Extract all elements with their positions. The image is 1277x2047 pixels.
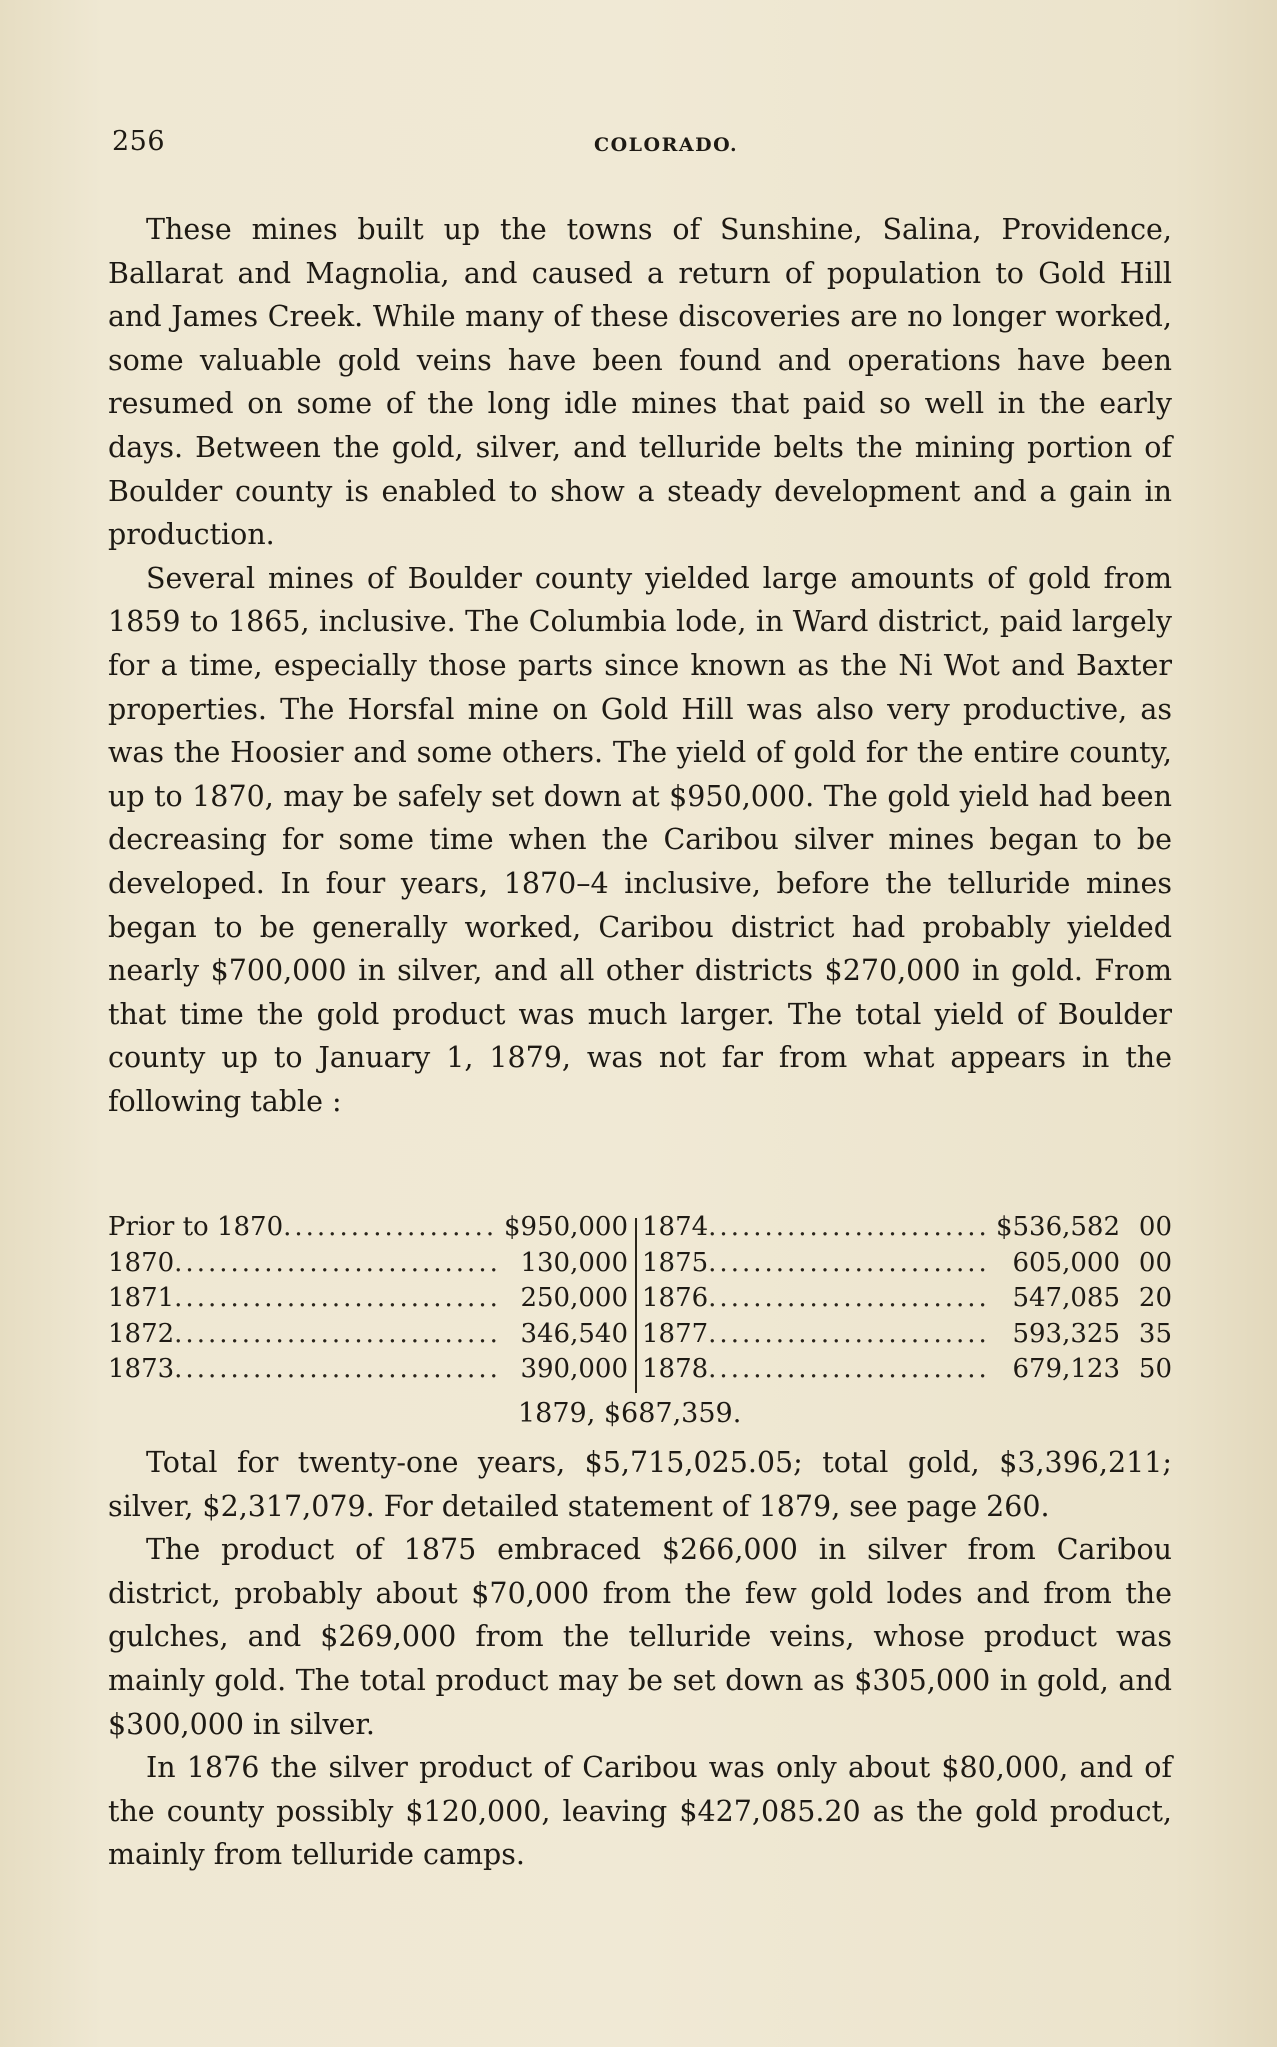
text-block-before-table xyxy=(108,208,1172,1123)
year-label: 1871 xyxy=(108,1283,175,1313)
paragraph-product-1875: The product of 1875 embraced $266,000 in silver from Caribou district, probably about $70,000 from the few gold lodes and from the gulches, and $269,000 from the telluride veins, whose product was mainly gold. The total product may be set down as $305,000 in gold, and $300,000 in silver. xyxy=(108,1533,1172,1741)
amount-value: $536,582 xyxy=(995,1212,1120,1242)
dot-leader xyxy=(708,1210,990,1246)
yield-table-right-column xyxy=(642,1210,1172,1388)
running-head: COLORADO. xyxy=(594,134,739,156)
amount-value: 390,000 xyxy=(520,1354,628,1384)
year-label: Prior to 1870 xyxy=(108,1212,284,1242)
amount-value: 250,000 xyxy=(520,1283,628,1313)
table-row xyxy=(108,1352,630,1388)
cents-value: 35 xyxy=(1138,1318,1172,1349)
cents-value: 00 xyxy=(1138,1247,1172,1278)
table-row xyxy=(108,1210,630,1246)
dot-leader xyxy=(708,1352,990,1388)
cents-value: 00 xyxy=(1138,1212,1172,1242)
year-label: 1873 xyxy=(108,1354,175,1384)
dot-leader xyxy=(283,1210,498,1246)
year-label: 1877 xyxy=(642,1318,709,1349)
amount-value: 130,000 xyxy=(520,1247,628,1278)
table-row xyxy=(108,1281,630,1317)
amount-value: 679,123 xyxy=(1012,1354,1120,1384)
year-label: 1870 xyxy=(108,1247,175,1278)
year-label: 1876 xyxy=(642,1283,709,1313)
table-row xyxy=(642,1210,1172,1246)
year-label: 1872 xyxy=(108,1318,175,1349)
paragraph-total-twenty-one-years: Total for twenty-one years, $5,715,025.05; total gold, $3,396,211; silver, $2,317,079. For detailed statement of 1879, see page 260. xyxy=(108,1446,1172,1523)
amount-value: 605,000 xyxy=(1012,1247,1120,1278)
table-row xyxy=(108,1317,630,1353)
amount-value: 346,540 xyxy=(520,1318,628,1349)
table-row xyxy=(108,1246,630,1282)
dot-leader xyxy=(708,1317,990,1353)
text-block-after-table xyxy=(108,1441,1172,1877)
dot-leader xyxy=(174,1317,498,1353)
cents-value: 50 xyxy=(1138,1354,1172,1384)
yield-1879-line: 1879, $687,359. xyxy=(518,1398,742,1429)
page-number: 256 xyxy=(112,126,166,157)
year-label: 1874 xyxy=(642,1212,709,1242)
table-row xyxy=(642,1352,1172,1388)
paragraph-boulder-yield: Several mines of Boulder county yielded large amounts of gold from 1859 to 1865, inclusive. The Columbia lode, in Ward district, paid largely for a time, especially those parts since known as the Ni Wot and Baxter properties. The Horsfal mine on Gold Hill was also very productive, as was the Hoosier and some others. The yield of gold for the entire county, up to 1870, may be safely set down at $950,000. The gold yield had been decreasing for some time when the Caribou silver mines began to be developed. In four years, 1870–4 inclusive, before the telluride mines began to be generally worked, Caribou district had probably yielded nearly $700,000 in silver, and all other districts $270,000 in gold. From that time the gold product was much larger. The total yield of Boulder county up to January 1, 1879, was not far from what appears in the following table : xyxy=(108,561,1172,1118)
page-header xyxy=(112,126,1172,166)
table-row xyxy=(642,1317,1172,1353)
amount-value: $950,000 xyxy=(503,1212,628,1242)
table-column-divider xyxy=(635,1218,637,1393)
year-label: 1878 xyxy=(642,1354,709,1384)
paragraph-product-1876: In 1876 the silver product of Caribou was only about $80,000, and of the county possibly $120,000, leaving $427,085.20 as the gold product, mainly from telluride camps. xyxy=(108,1751,1172,1872)
dot-leader xyxy=(174,1246,498,1282)
cents-value: 20 xyxy=(1138,1283,1172,1313)
table-row xyxy=(642,1246,1172,1282)
amount-value: 593,325 xyxy=(1012,1318,1120,1349)
paragraph-mining-towns: These mines built up the towns of Sunshine, Salina, Providence, Ballarat and Magnolia, and caused a return of population to Gold Hill and James Creek. While many of these discoveries are no longer worked, some valuable gold veins have been found and operations have been resumed on some of the long idle mines that paid so well in the early days. Between the gold, silver, and telluride belts the mining portion of Boulder county is enabled to show a steady development and a gain in production. xyxy=(108,213,1172,552)
amount-value: 547,085 xyxy=(1012,1283,1120,1313)
year-label: 1875 xyxy=(642,1247,709,1278)
table-row xyxy=(642,1281,1172,1317)
dot-leader xyxy=(708,1281,990,1317)
yield-table-left-column xyxy=(108,1210,630,1388)
dot-leader xyxy=(174,1281,498,1317)
dot-leader xyxy=(174,1352,498,1388)
dot-leader xyxy=(708,1246,990,1282)
